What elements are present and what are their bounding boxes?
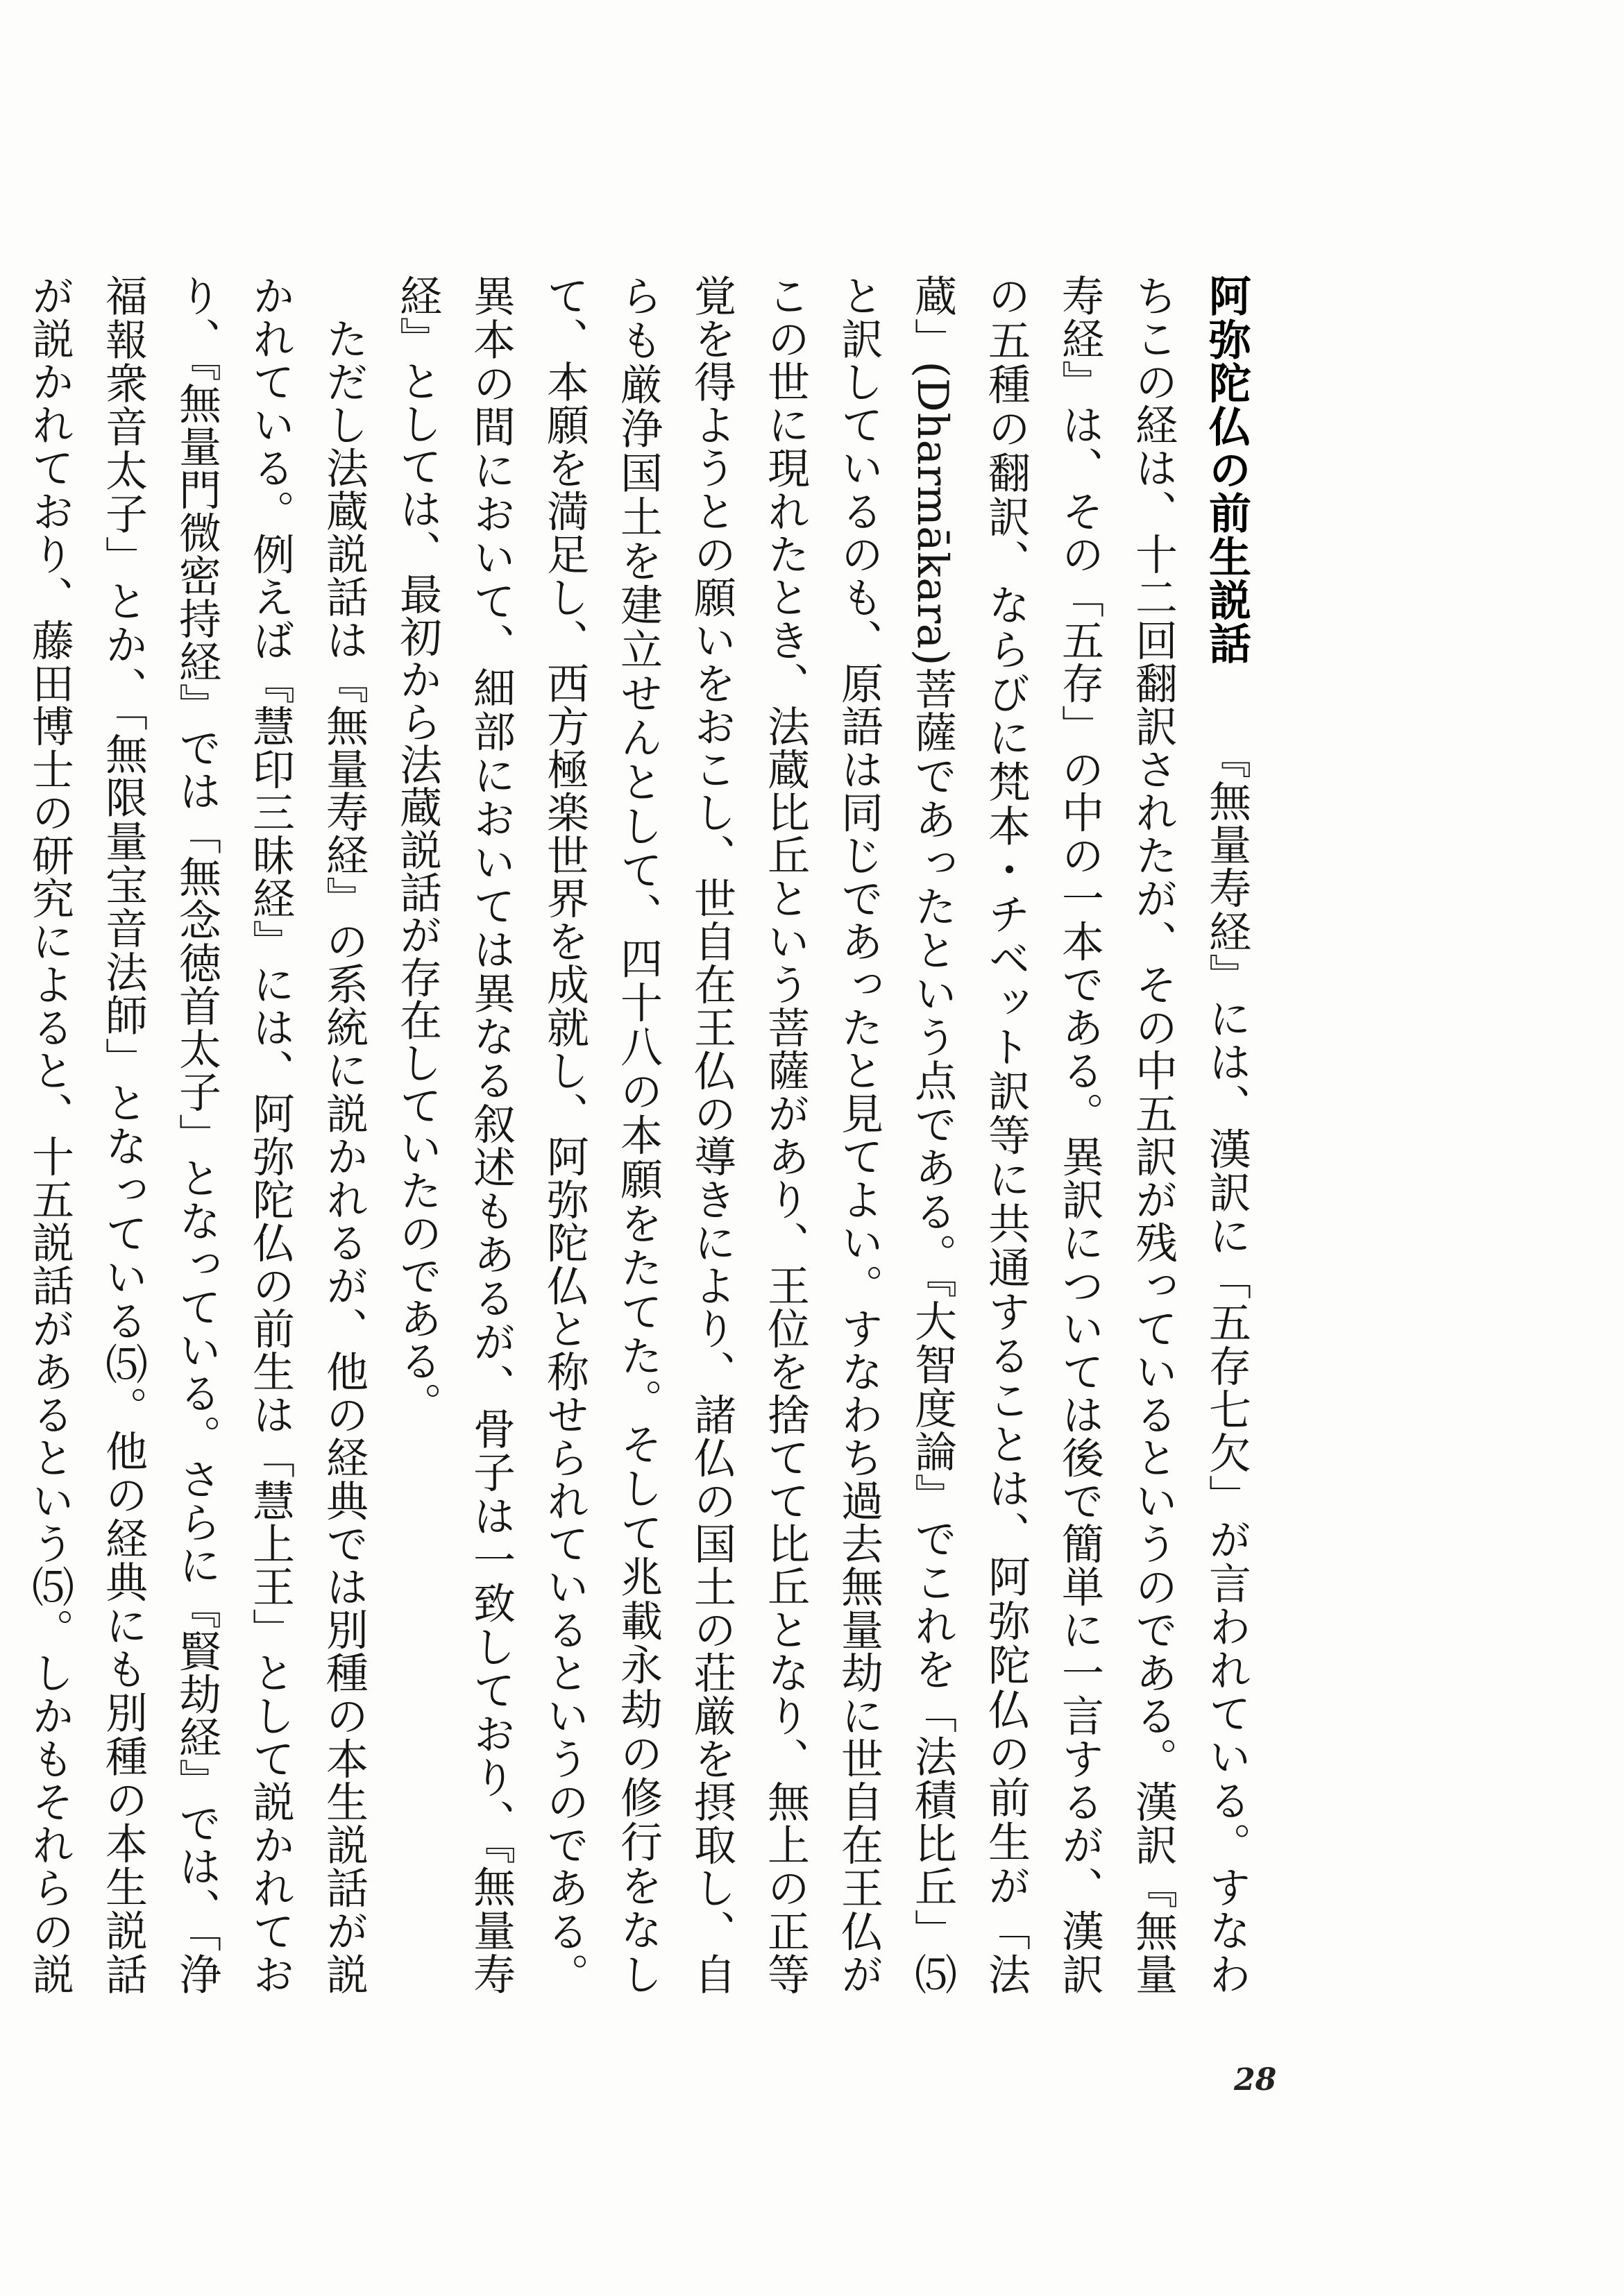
page-number: 28 <box>1234 2062 1277 2098</box>
section-heading: 阿弥陀仏の前生説話 <box>1202 274 1251 665</box>
paragraph-1 <box>380 274 1263 1995</box>
paragraph-1-text: 『無量寿経』には、漢訳に「五存七欠」が言われている。すなわちこの経は、十二回翻訳されたが、その中五訳が残っているというのである。漢訳『無量寿経』は、その「五存」の中の一本である。異訳については後で簡単に一言するが、漢訳の五種の翻訳、ならびに梵本・チベット訳等に共通することは、阿弥陀仏の前生が「法蔵」(Dharmākara)菩薩であったという点である。『大智度論』でこれを「法積比丘」⑸と訳しているのも、原語は同じであったと見てよい。すなわち過去無量劫に世自在王仏がこの世に現れたとき、法蔵比丘という菩薩があり、王位を捨てて比丘となり、無上の正等覚を得ようとの願いをおこし、世自在王仏の導きにより、諸仏の国土の荘厳を摂取し、自らも厳浄国土を建立せんとして、四十八の本願をたてた。そして兆載永劫の修行をなして、本願を満足し、西方極楽世界を成就し、阿弥陀仏と称せられているというのである。異本の間において、細部においては異なる叙述もあるが、骨子は一致しており、『無量寿経』としては、最初から法蔵説話が存在していたのである。 <box>393 274 1251 1995</box>
vertical-text-body <box>0 274 1263 1995</box>
paragraph-2 <box>0 274 380 1995</box>
paragraph-2-text: ただし法蔵説話は『無量寿経』の系統に説かれるが、他の経典では別種の本生説話が説かれている。例えば『慧印三昧経』には、阿弥陀仏の前生は「慧上王」として説かれており、『無量門微密持経』では「無念徳首太子」となっている。さらに『賢劫経』では、「浄福報衆音太子」とか、「無限量宝音法師」となっている⑸。他の経典にも別種の本生説話が説かれており、藤田博士の研究によると、十五説話があるという⑸。しかもそれらの説 <box>25 274 369 1995</box>
